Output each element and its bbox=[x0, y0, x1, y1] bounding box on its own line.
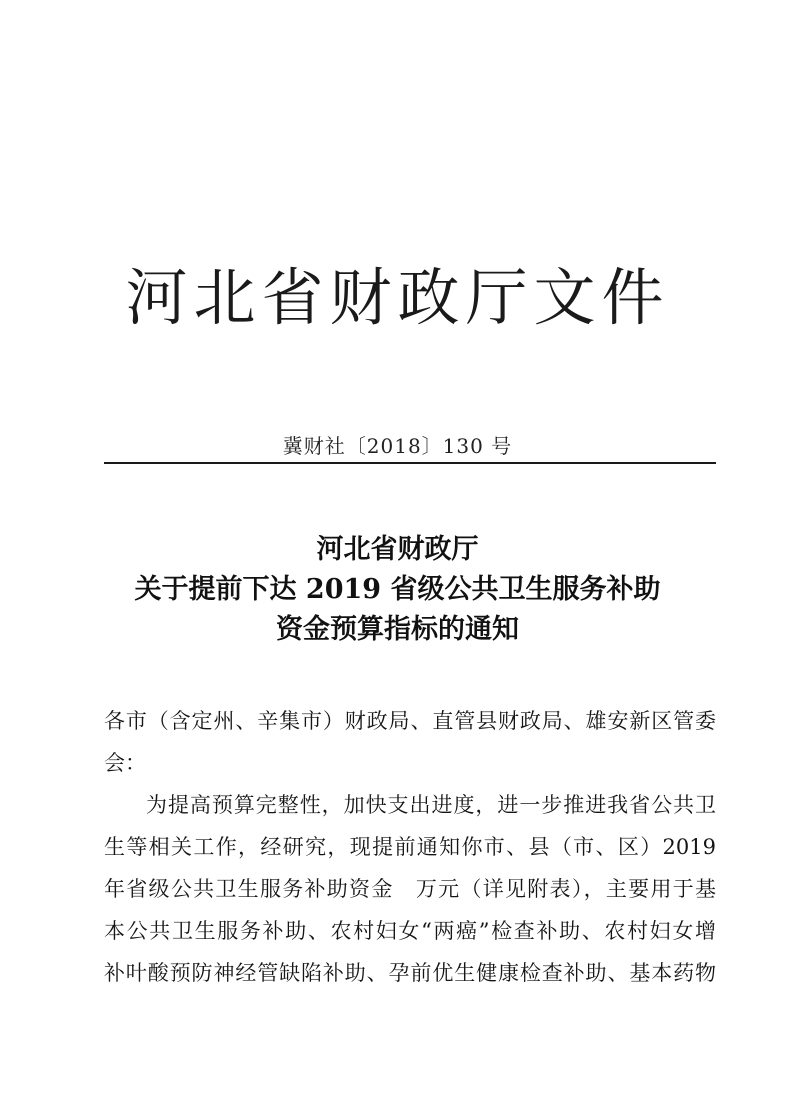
document-title bbox=[0, 530, 795, 650]
paragraph-1-line-5: 补叶酸预防神经管缺陷补助、孕前优生健康检查补助、基本药物 bbox=[104, 961, 716, 985]
paragraph-1-line-2: 生等相关工作，经研究，现提前通知你市、县（市、区）2019 bbox=[104, 835, 716, 859]
paragraph-1 bbox=[104, 784, 716, 994]
masthead-divider bbox=[104, 462, 716, 464]
salutation-line-1: 各市（含定州、辛集市）财政局、直管县财政局、雄安新区管委 bbox=[104, 709, 716, 733]
salutation bbox=[104, 700, 716, 784]
paragraph-1-line-3: 年省级公共卫生服务补助资金 万元（详见附表），主要用于基 bbox=[104, 877, 716, 901]
salutation-line-2: 会： bbox=[104, 751, 146, 775]
paragraph-1-line-4: 本公共卫生服务补助、农村妇女“两癌”检查补助、农村妇女增 bbox=[104, 919, 716, 943]
document-masthead: 河北省财政厅文件 bbox=[125, 261, 670, 334]
document-body bbox=[104, 700, 716, 994]
title-line-2: 关于提前下达 2019 省级公共卫生服务补助 bbox=[134, 574, 661, 605]
document-number: 冀财社〔2018〕130 号 bbox=[282, 434, 513, 458]
title-line-3: 资金预算指标的通知 bbox=[276, 614, 519, 645]
title-line-1: 河北省财政厅 bbox=[316, 534, 479, 565]
paragraph-1-line-1: 为提高预算完整性，加快支出进度，进一步推进我省公共卫 bbox=[146, 793, 716, 817]
